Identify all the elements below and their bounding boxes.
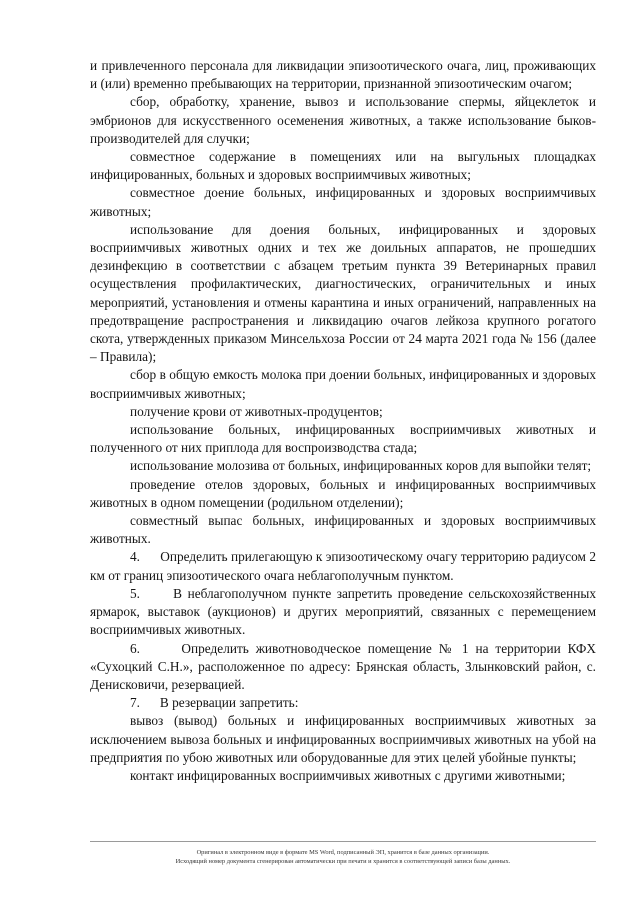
footer-line-number: Исходящий номер документа сгенерирован автоматически при печати и хранится в соответствующей записи базы данных. <box>175 858 511 865</box>
numbered-item-5: 5. В неблагополучном пункте запретить проведение сельскохозяйственных ярмарок, выставок (аукционов) и других мероприятий, связанных с перемещением восприимчивых животных. <box>90 585 596 638</box>
paragraph: сбор, обработку, хранение, вывоз и использование спермы, яйцеклеток и эмбрионов для искусственного осеменения животных, а также использование быков-производителей для случки; <box>90 94 596 146</box>
numbered-item-6: 6. Определить животноводческое помещение № 1 на территории КФХ «Сухоцкий С.Н.», расположенное по адресу: Брянская область, Злынковский район, с. Денисковичи, резервацией. <box>90 640 596 692</box>
paragraph: контакт инфицированных восприимчивых животных с другими животными; <box>130 767 566 783</box>
numbered-item-4: 4. Определить прилегающую к эпизоотическому очагу территорию радиусом 2 км от границ эпизоотического очага неблагополучным пунктом. <box>90 549 596 583</box>
page-footer <box>80 848 606 866</box>
document-body <box>90 57 596 785</box>
paragraph: вывоз (вывод) больных и инфицированных восприимчивых животных за исключением вывоза больных и инфицированных восприимчивых животных на убой на предприятия по убою животных или оборудованные для этих целей убойные пункты; <box>90 713 596 765</box>
footer-divider <box>90 841 596 842</box>
paragraph: использование молозива от больных, инфицированных коров для выпойки телят; <box>130 458 592 474</box>
paragraph: проведение отелов здоровых, больных и инфицированных восприимчивых животных в одном помещении (родильном отделении); <box>90 476 596 510</box>
paragraph: совместный выпас больных, инфицированных и здоровых восприимчивых животных. <box>90 513 596 547</box>
numbered-item-7: 7. В резервации запретить: <box>130 695 299 711</box>
paragraph: использование для доения больных, инфицированных и здоровых восприимчивых животных одних и тех же доильных аппаратов, не прошедших дезинфекцию в соответствии с абзацем третьим пункта 39 Ветеринарных правил осуществления профилактических, диагностических, ограничительных и иных мероприятий, установления и отмены карантина и иных ограничений, направленных на предотвращение распространения и ликвидацию очагов лейкоза крупного рогатого скота, утвержденных приказом Минсельхоза России от 24 марта 2021 года № 156 (далее – Правила); <box>90 221 596 365</box>
paragraph: получение крови от животных-продуцентов; <box>130 403 383 419</box>
paragraph: использование больных, инфицированных восприимчивых животных и полученного от них приплода для воспроизводства стада; <box>90 422 596 456</box>
paragraph: совместное содержание в помещениях или на выгульных площадках инфицированных, больных и здоровых восприимчивых животных; <box>90 149 596 183</box>
paragraph: совместное доение больных, инфицированных и здоровых восприимчивых животных; <box>90 185 596 219</box>
paragraph-continuation: и привлеченного персонала для ликвидации эпизоотического очага, лиц, проживающих и (или) временно пребывающих на территории, признанной эпизоотическим очагом; <box>90 58 596 92</box>
footer-line-original: Оригинал в электронном виде в формате MS Word, подписанный ЭП, хранится в базе данных организации. <box>196 849 490 856</box>
paragraph: сбор в общую емкость молока при доении больных, инфицированных и здоровых восприимчивых животных; <box>90 367 596 401</box>
